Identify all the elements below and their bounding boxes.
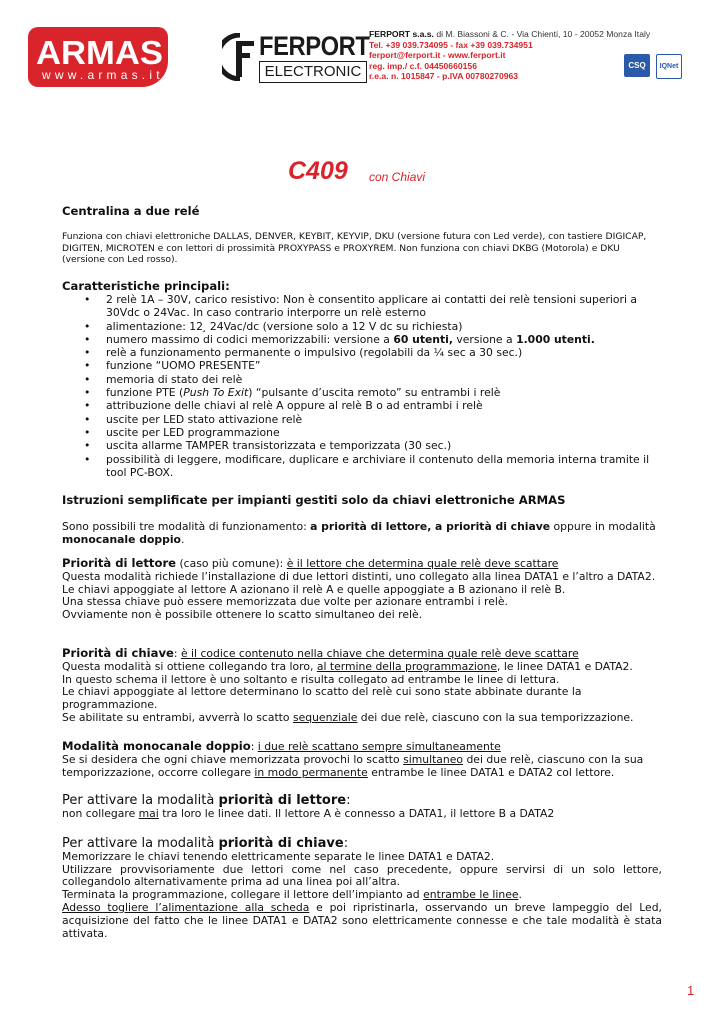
section-heading-centralina: Centralina a due relé: [62, 204, 200, 218]
reader-priority-section: Priorità di lettore (caso più comune): è il lettore che determina quale relè deve scattare Questa modalità richiede l’installazione di due lettori distinti, uno collegato alla linea DATA1 e l’altro a DATA2. Le chiavi appoggiate al lettore A azionano il relè A e quelle appoggiate a B azionano il relè B. Una stessa chiave può essere memorizzata due volte per azionare entrambi i relè. Ovviamente non è possibile ottenere lo scatto simultaneo dei relè.: [62, 556, 656, 622]
list-item: • funzione “UOMO PRESENTE”: [84, 359, 664, 372]
features-list: [84, 293, 664, 479]
armas-logo-text: ARMAS: [36, 34, 164, 71]
company-rea: r.e.a. n. 1015847 - p.IVA 00780270963: [369, 71, 519, 82]
company-address: di M. Biassoni & C. - Via Chienti, 10 - 20052 Monza Italy: [433, 29, 651, 39]
list-item: • numero massimo di codici memorizzabili: versione a 60 utenti, versione a 1.000 utenti.: [84, 333, 664, 346]
ferport-logo-icon: [222, 33, 258, 81]
instructions-intro: Sono possibili tre modalità di funzionamento: a priorità di lettore, a priorità di chiave oppure in modalità monocanale doppio.: [62, 520, 656, 546]
company-name: FERPORT s.a.s.: [369, 29, 434, 39]
company-email: ferport@ferport.it - www.ferport.it: [369, 50, 506, 61]
section-body-centralina: Funziona con chiavi elettroniche DALLAS, DENVER, KEYBIT, KEYVIP, DKU (versione futura con Led verde), con tastiere DIGICAP, DIGITEN, MICROTEN e con lettori di prossimità PROXYPASS e PROXYREM. Non funziona con chiavi DKBG (Motorola) e DKU (versione con Led rosso).: [62, 231, 647, 266]
page-title: C409: [288, 157, 348, 185]
list-item: • uscite per LED stato attivazione relè: [84, 413, 664, 426]
company-phone: Tel. +39 039.734095 - fax +39 039.734951: [369, 39, 533, 50]
list-item: • relè a funzionamento permanente o impulsivo (regolabili da ¼ sec a 30 sec.): [84, 346, 664, 359]
activate-key-section: Per attivare la modalità priorità di chiave: Memorizzare le chiavi tenendo elettricamente separate le linee DATA1 e DATA2. Utilizzare provvisoriamente due lettori come nel caso precedente, oppure servirsi di un solo lettore, collegandolo alternativamente prima ad una linea poi all’altra. Terminata la programmazione, collegare il lettore dell’impianto ad entrambe le linee. Adesso togliere l’alimentazione alla scheda e poi ripristinarla, osservando un breve lampeggio del Led, acquisizione del fatto che le linee DATA1 e DATA2 sono elettricamente connesse e che tale modalità è stata attivata.: [62, 836, 662, 940]
dual-mono-section: Modalità monocanale doppio: i due relè scattano sempre simultaneamente Se si desidera che ogni chiave memorizzata provochi lo scatto simultaneo dei due relè, ciascuno con la sua temporizzazione, occorre collegare in modo permanente entrambe le linee DATA1 e DATA2 col lettore.: [62, 739, 644, 779]
list-item: • attribuzione delle chiavi al relè A oppure al relè B o ad entrambi i relè: [84, 399, 664, 412]
page-subtitle: con Chiavi: [369, 170, 426, 184]
ferport-logo-subtext: ELECTRONIC: [259, 61, 367, 83]
list-item: • memoria di stato dei relè: [84, 373, 664, 386]
list-item: • funzione PTE (Push To Exit) “pulsante d’uscita remoto” su entrambi i relè: [84, 386, 664, 399]
list-item: • uscite per LED programmazione: [84, 426, 664, 439]
company-registration: reg. imp./ c.f. 04450660156: [369, 60, 477, 71]
dual-mono-heading: Modalità monocanale doppio: [62, 739, 251, 753]
list-item: • 2 relè 1A – 30V, carico resistivo: Non è consentito applicare ai contatti dei relè tensioni superiori a 30Vdc o 24Vac. In caso contrario interporre un relè esterno: [84, 293, 664, 320]
ferport-logo-text: FERPORT: [259, 31, 370, 61]
activate-reader-section: Per attivare la modalità priorità di lettore: non collegare mai tra loro le linee dati. Il lettore A è connesso a DATA1, il lettore B a DATA2: [62, 793, 555, 820]
list-item: • possibilità di leggere, modificare, duplicare e archiviare il contenuto della memoria interna tramite il tool PC-BOX.: [84, 453, 664, 480]
csq-certification-logo: CSQ: [624, 54, 650, 77]
iqnet-certification-logo: IQNet: [656, 54, 682, 79]
list-item: • alimentazione: 12 ̧ 24Vac/dc (versione solo a 12 V dc su richiesta): [84, 320, 664, 333]
armas-url: www.armas.it: [42, 68, 164, 82]
features-heading: Caratteristiche principali:: [62, 279, 230, 293]
page-number: 1: [687, 983, 695, 998]
reader-priority-heading: Priorità di lettore: [62, 556, 177, 570]
instructions-heading: Istruzioni semplificate per impianti gestiti solo da chiavi elettroniche ARMAS: [62, 493, 566, 507]
key-priority-section: Priorità di chiave: è il codice contenuto nella chiave che determina quale relè deve scattare Questa modalità si ottiene collegando tra loro, al termine della programmazione, le linee DATA1 e DATA2. In questo schema il lettore è uno soltanto e risulta collegato ad entrambe le linee di lettura. Le chiavi appoggiate al lettore determinano lo scatto del relè cui sono state abbinate durante la programmazione. Se abilitate su entrambi, avverrà lo scatto sequenziale dei due relè, ciascuno con la sua temporizzazione.: [62, 646, 634, 724]
key-priority-heading: Priorità di chiave: [62, 646, 174, 660]
list-item: • uscita allarme TAMPER transistorizzata e temporizzata (30 sec.): [84, 439, 664, 452]
